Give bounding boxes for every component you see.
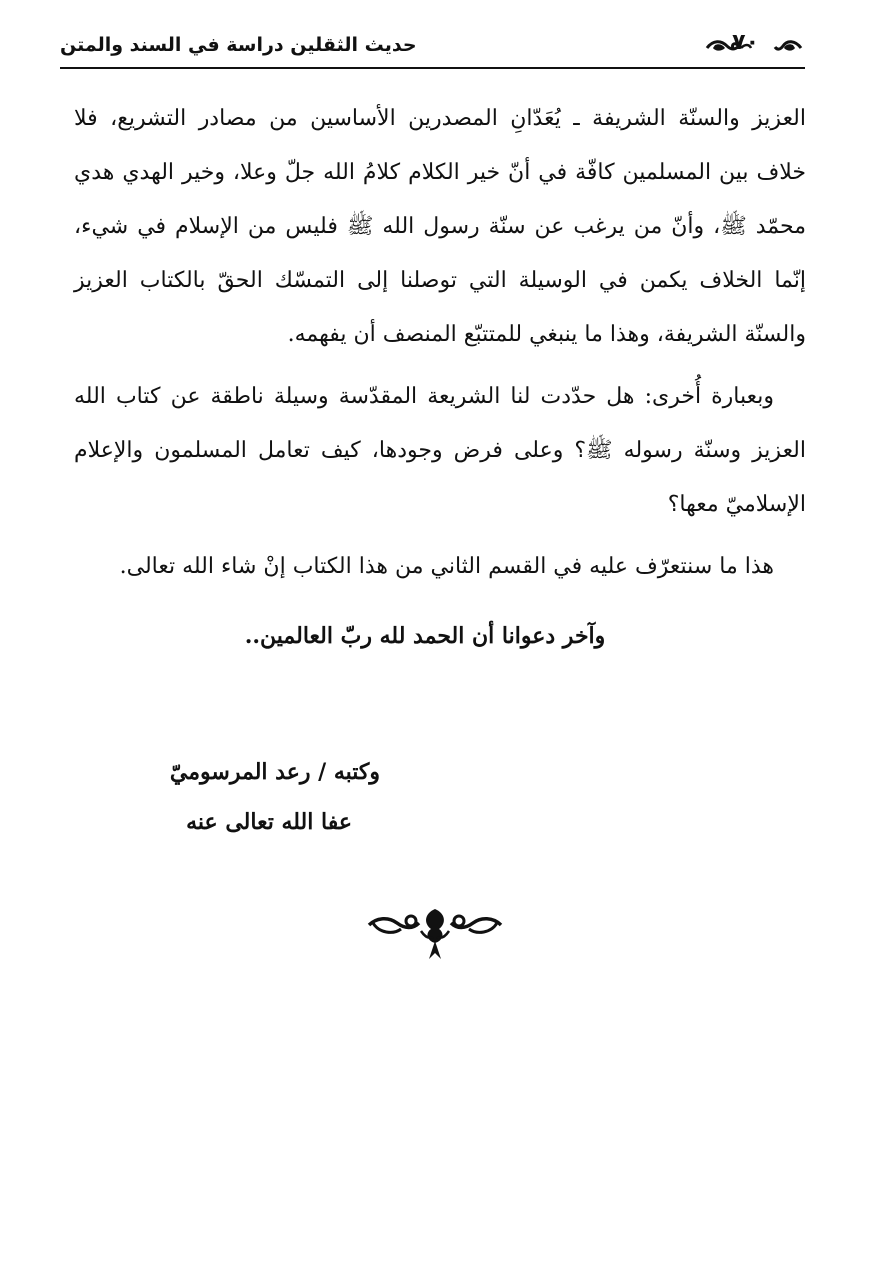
closing-prayer: وآخر دعوانا أن الحمد لله ربّ العالمين.. xyxy=(244,623,606,649)
main-text xyxy=(74,92,806,656)
signature-blessing-line: عفا الله تعالى عنه xyxy=(186,809,352,835)
closing-flourish-icon xyxy=(365,903,505,965)
running-title: حديث الثقلين دراسة في السند والمتن xyxy=(60,34,417,56)
paragraph: هذا ما سنتعرّف عليه في القسم الثاني من هذا الكتاب إنْ شاء الله تعالى. xyxy=(119,554,774,579)
paragraph: وبعبارة أُخرى: هل حدّدت لنا الشريعة المقدّسة وسيلة ناطقة عن كتاب الله العزيز وسنّة رسوله ﷺ؟ وعلى فرض وجودها، كيف تعامل المسلمون والإعلام الإسلاميّ معها؟ xyxy=(74,384,806,517)
author-signature xyxy=(140,752,380,842)
paragraph: العزيز والسنّة الشريفة ـ يُعَدّانِ المصدرين الأساسين من مصادر التشريع، فلا خلاف بين المسلمين كافّة في أنّ خير الكلام كلامُ الله جلّ وعلا، وخير الهدي هدي محمّد ﷺ، وأنّ من يرغب عن سنّة رسول الله ﷺ فليس من الإسلام في شيء، إنّما الخلاف يكمن في الوسيلة التي توصلنا إلى التمسّك الحقّ بالكتاب العزيز والسنّة الشريفة، وهذا ما ينبغي للمتتبّع المنصف أن يفهمه. xyxy=(74,106,807,347)
header-divider xyxy=(60,67,805,69)
signature-author-line: وكتبه / رعد المرسوميّ xyxy=(169,759,380,785)
header-flourish-icon xyxy=(705,36,805,58)
page-header xyxy=(60,28,805,70)
page-number: ٧٠ xyxy=(732,30,759,55)
